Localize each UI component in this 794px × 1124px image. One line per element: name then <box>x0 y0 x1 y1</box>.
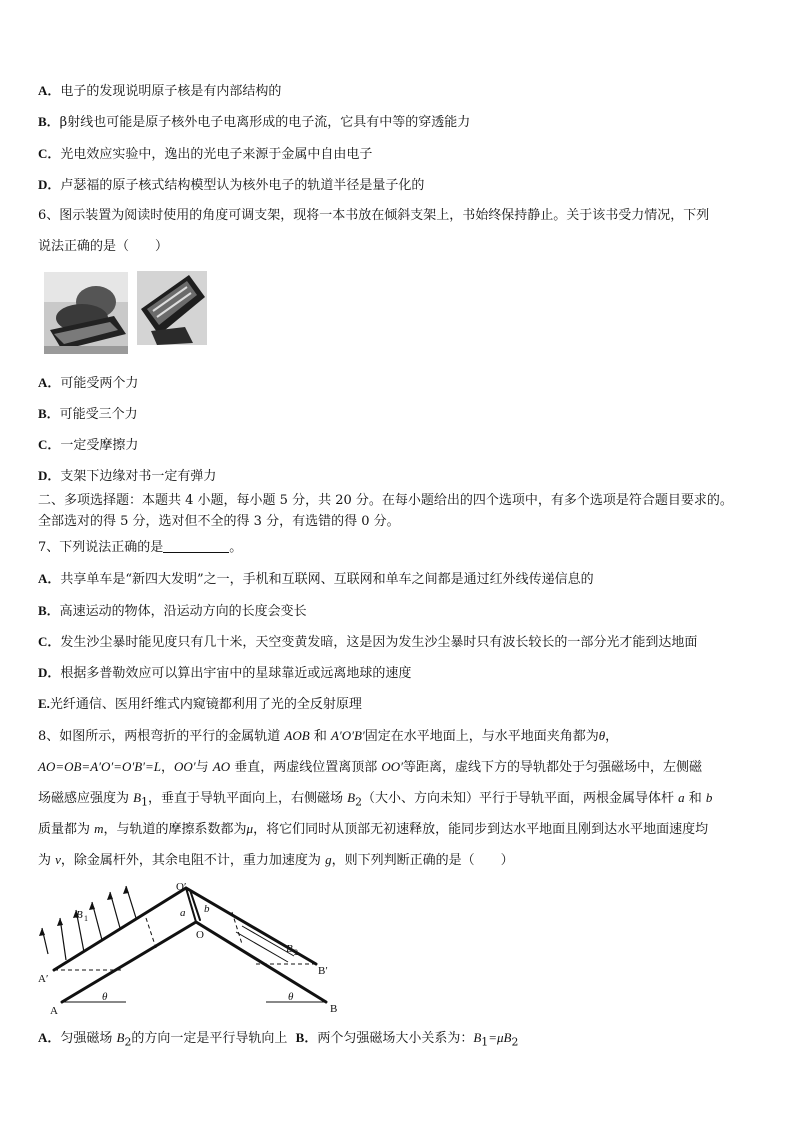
answer-blank <box>163 539 229 553</box>
label-b: b <box>204 903 210 915</box>
book-stand-photo-right <box>137 271 207 345</box>
svg-text:1: 1 <box>84 914 88 923</box>
q8-stem-line3: 场磁感应强度为 $B_1$，垂直于导轨平面向上，右侧磁场 $B_2$（大小、方向未知）平行于导轨平面，两根金属导体杆 a 和 b <box>38 790 713 809</box>
label-a: a <box>180 907 186 919</box>
q6-option-c: C．一定受摩擦力 <box>38 437 139 453</box>
label-b2: B <box>286 943 293 955</box>
label-b-prime: B′ <box>318 965 328 977</box>
q5-option-b: B．β射线也可能是原子核外电子电离形成的电子流，它具有中等的穿透能力 <box>38 114 471 130</box>
q8-stem-line2: AO=OB=A′O′=O′B′=L，OO′与 AO 垂直，两虚线位置离顶部 OO′等距离，虚线下方的导轨都处于匀强磁场中，左侧磁 <box>38 759 703 775</box>
q7-option-d: D．根据多普勒效应可以算出宇宙中的星球靠近或远离地球的速度 <box>38 665 412 681</box>
q6-stem-line1: 6、图示装置为阅读时使用的角度可调支架，现将一本书放在倾斜支架上，书始终保持静止。关于该书受力情况，下列 <box>38 208 710 223</box>
q7-option-e: E.光纤通信、医用纤维式内窥镜都利用了光的全反射原理 <box>38 696 362 712</box>
section2-heading-line2: 全部选对的得 5 分，选对但不全的得 3 分，有选错的得 0 分。 <box>38 514 400 529</box>
q6-option-a: A．可能受两个力 <box>38 375 139 391</box>
q6-option-b: B．可能受三个力 <box>38 406 138 422</box>
label-theta-left: θ <box>102 991 108 1003</box>
q6-stem-line2: 说法正确的是（ ） <box>38 239 169 254</box>
q8-stem-line1: 8、如图所示，两根弯折的平行的金属轨道 AOB 和 A′O′B′固定在水平地面上，与水平地面夹角都为θ， <box>38 728 619 744</box>
label-b-point: B <box>330 1003 338 1015</box>
q7-option-b: B．高速运动的物体，沿运动方向的长度会变长 <box>38 603 307 619</box>
b2-field-line <box>236 932 288 962</box>
q6-option-d: D．支架下边缘对书一定有弹力 <box>38 468 217 484</box>
label-theta-right: θ <box>288 991 294 1003</box>
svg-text:2: 2 <box>294 948 298 957</box>
label-b1: B <box>76 909 83 921</box>
label-o: O <box>196 929 204 941</box>
rail-AOB <box>62 922 326 1002</box>
left-boundary-dashed <box>146 918 156 948</box>
rail-diagram <box>36 878 356 1018</box>
label-o-prime: O′ <box>176 881 187 893</box>
q5-option-d: D．卢瑟福的原子核式结构模型认为核外电子的轨道半径是量子化的 <box>38 177 425 193</box>
q8-stem-line4: 质量都为 m，与轨道的摩擦系数都为μ，将它们同时从顶部无初速释放，能同步到达水平地面且刚到达水平地面速度均 <box>38 821 709 837</box>
q5-option-c: C．光电效应实验中，逸出的光电子来源于金属中自由电子 <box>38 146 373 162</box>
book-stand-photo-left <box>44 272 128 354</box>
q8-options-ab: A．匀强磁场 $B_2$的方向一定是平行导轨向上 B．两个匀强磁场大小关系为：$B_1=\mu B_2$ <box>38 1030 519 1049</box>
q8-stem-line5: 为 v，除金属杆外，其余电阻不计，重力加速度为 g，则下列判断正确的是（ ） <box>38 852 514 868</box>
q7-option-a: A．共享单车是“新四大发明”之一，手机和互联网、互联网和单车之间都是通过红外线传递信息的 <box>38 571 594 587</box>
section2-heading-line1: 二、多项选择题：本题共 4 小题，每小题 5 分，共 20 分。在每小题给出的四个选项中，有多个选项是符合题目要求的。 <box>38 493 733 508</box>
label-a-point: A <box>50 1005 58 1017</box>
label-a-prime: A′ <box>38 973 49 985</box>
q7-option-c: C．发生沙尘暴时能见度只有几十米，天空变黄发暗，这是因为发生沙尘暴时只有波长较长的一部分光才能到达地面 <box>38 634 698 650</box>
q7-stem: 7、下列说法正确的是 。 <box>38 540 243 555</box>
q5-option-a: A．电子的发现说明原子核是有内部结构的 <box>38 83 282 99</box>
